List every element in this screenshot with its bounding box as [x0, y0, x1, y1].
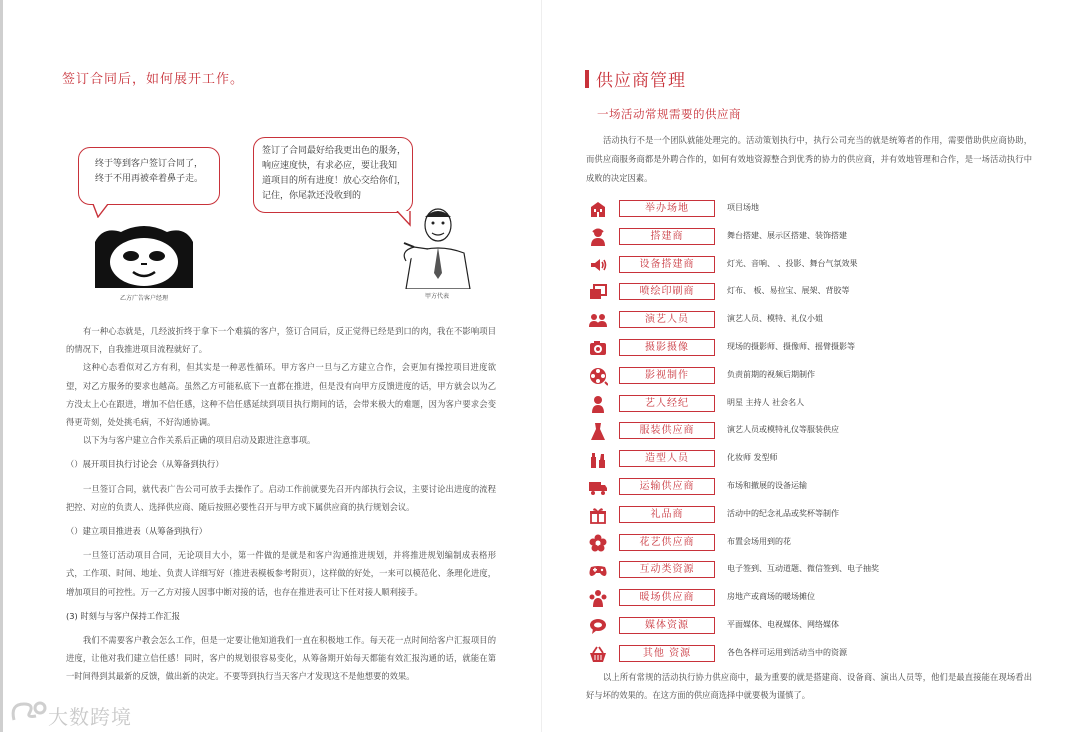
- supplier-label: 摄影摄像: [619, 339, 715, 356]
- pointing-man-sketch-icon: [398, 203, 476, 289]
- speaker-icon: [588, 255, 608, 275]
- camera-icon: [588, 338, 608, 358]
- print-icon: [588, 282, 608, 302]
- supplier-label: 花艺供应商: [619, 534, 715, 551]
- panda-caption: 乙方广告客户经理: [120, 295, 169, 302]
- supplier-row: [588, 366, 1028, 386]
- truck-icon: [588, 477, 608, 497]
- right-outro: [586, 668, 1032, 704]
- section-body: 一旦签订活动项目合同，无论项目大小，第一件做的是就是和客户沟通推进规划，并将推进规划编制成表格形式，工作项、时间、地址、负责人详细写好（推进表模板参考附页），这样做的好处，一来可以模范化、条理化进度，增加项目的可控性。万一乙方对接人因事中断对接的话，也存在推进表可让下任对接人顺利接手。: [66, 550, 496, 597]
- bubble-line: 终于不用再被牵着鼻子走。: [94, 174, 203, 184]
- supplier-row: [588, 616, 1028, 636]
- right-intro: [586, 131, 1032, 188]
- right-page-subtitle: 一场活动常规需要的供应商: [597, 107, 741, 121]
- supplier-row: [588, 505, 1028, 525]
- supplier-label: 礼品商: [619, 506, 715, 523]
- supplier-label: 艺人经纪: [619, 395, 715, 412]
- left-page-title: 签订合同后，如何展开工作。: [62, 72, 245, 87]
- section-body: 我们不需要客户教会怎么工作，但是一定要让他知道我们一直在积极地工作。每天花一点时间给客户汇报项目的进度，让他对我们建立信任感！同时，客户的规划很容易变化，从筹备期开始每天都能有效汇报沟通的话，就能在第一时间得到其最新的反馈，做出新的决定。不要等到执行当天客户才发现这不是他想要的效果。: [66, 635, 496, 682]
- supplier-desc: 项目场地: [727, 203, 759, 212]
- watermark-text: 大数跨境: [48, 705, 132, 729]
- supplier-desc: 布场和撤展的设备运输: [727, 481, 807, 490]
- left-body: [66, 322, 496, 686]
- supplier-label: 媒体资源: [619, 617, 715, 634]
- basket-icon: [588, 644, 608, 664]
- supplier-row: [588, 394, 1028, 414]
- speech-bubble-agency: [78, 147, 220, 205]
- section-heading: （）展开项目执行讨论会（从筹备到执行）: [66, 459, 224, 470]
- supplier-label: 演艺人员: [619, 311, 715, 328]
- bubble-line: 终于等到客户签订合同了，: [94, 159, 203, 169]
- supplier-row: [588, 533, 1028, 553]
- supplier-label: 影视制作: [619, 367, 715, 384]
- supplier-desc: 灯布、 板、易拉宝、展架、背胶等: [727, 286, 850, 296]
- supplier-desc: 现场的摄影师、摄像师、摇臂摄影等: [727, 342, 855, 351]
- supplier-label: 暖场供应商: [619, 589, 715, 606]
- dress-icon: [588, 421, 608, 441]
- supplier-row: [588, 560, 1028, 580]
- supplier-label: 喷绘印刷商: [619, 283, 715, 300]
- bubble-line: 响应速度快，有求必应，要让我知: [262, 161, 398, 171]
- supplier-row: [588, 255, 1028, 275]
- person-icon: [588, 394, 608, 414]
- bubble-line: 记住，你尾款还没收到的: [262, 191, 362, 201]
- speech-bubble-client: [253, 137, 413, 213]
- supplier-label: 设备搭建商: [619, 256, 715, 273]
- supplier-desc: 灯光、音响、 、投影、舞台气氛效果: [727, 258, 858, 268]
- flower-icon: [588, 533, 608, 553]
- paragraph: 以下为与客户建立合作关系后正确的项目启动及跟进注意事项。: [83, 435, 316, 446]
- supplier-desc: 明星 主持人 社会名人: [727, 397, 805, 407]
- man-caption: 甲方代表: [425, 293, 450, 300]
- section-body: 一旦签订合同，就代表广告公司可放手去操作了。启动工作前就要先召开内部执行会议，主要讨论出进度的流程把控、对应的负责人、选择供应商、随后按照必要性召开与甲方或下属供应商的执行规划会议。: [66, 483, 496, 512]
- supplier-row: [588, 338, 1028, 358]
- supplier-label: 搭建商: [619, 228, 715, 245]
- right-page-title: 供应商管理: [596, 71, 686, 91]
- supplier-row: [588, 199, 1028, 219]
- supplier-label: 运输供应商: [619, 478, 715, 495]
- supplier-label: 造型人员: [619, 450, 715, 467]
- watermark-logo-icon: [8, 698, 48, 726]
- supplier-desc: 活动中的纪念礼品或奖杯等制作: [727, 508, 839, 518]
- supplier-desc: 舞台搭建、展示区搭建、装饰搭建: [727, 230, 847, 240]
- supplier-row: [588, 227, 1028, 247]
- supplier-desc: 演艺人员、模特、礼仪小姐: [727, 314, 823, 324]
- supplier-row: [588, 282, 1028, 302]
- paragraph: 这种心态看似对乙方有利，但其实是一种恶性循环。甲方客户一旦与乙方建立合作，会更加有操控项目进度欲望，对乙方服务的要求也越高。虽然乙方可能私底下一直都在推进，但是没有向甲方反馈进度的话，甲方就会以为乙方没太上心在跟进，增加不信任感，这种不信任感延续到项目执行期间的话，会带来极大的难题，因为客户要求会变得更苛刻，处处挑毛病，不好沟通协调。: [66, 362, 496, 428]
- bubble-line: 签订了合同最好给我更出色的服务，: [262, 146, 407, 156]
- supplier-label: 举办场地: [619, 200, 715, 217]
- supplier-row: [588, 421, 1028, 441]
- gift-icon: [588, 505, 608, 525]
- page-fold: [541, 0, 542, 732]
- people-icon: [588, 310, 608, 330]
- section-heading: (3) 时刻与与客户保持工作汇报: [66, 610, 180, 621]
- supplier-desc: 平面媒体、电视媒体、网络媒体: [727, 620, 839, 629]
- panda-meme-icon: [95, 222, 193, 288]
- supplier-desc: 房地产或商场的暖场摊位: [727, 592, 815, 602]
- supplier-row: [588, 310, 1028, 330]
- paragraph: 以上所有常规的活动执行协力供应商中，最为重要的就是搭建商、设备商、演出人员等，他们是最直接能在现场看出好与坏的效果的。在这方面的供应商选择中就要极为谨慎了。: [586, 672, 1032, 700]
- supplier-desc: 各色各样可运用到活动当中的资源: [727, 647, 847, 657]
- bubble-line: 道项目的所有进度！放心交给你们，: [262, 176, 407, 186]
- supplier-label: 其他 资源: [619, 645, 715, 662]
- page-edge: [0, 0, 3, 732]
- gamepad-icon: [588, 560, 608, 580]
- bubble-tail-icon: [92, 204, 110, 218]
- supplier-row: [588, 477, 1028, 497]
- section-heading: （）建立项目推进表（从筹备到执行）: [66, 526, 208, 537]
- group-icon: [588, 588, 608, 608]
- worker-icon: [588, 227, 608, 247]
- supplier-row: [588, 588, 1028, 608]
- chat-bubble-icon: [588, 616, 608, 636]
- cosmetics-icon: [588, 449, 608, 469]
- building-icon: [588, 199, 608, 219]
- supplier-desc: 负责前期的视频后期制作: [727, 369, 815, 379]
- supplier-label: 互动类资源: [619, 561, 715, 578]
- title-accent-bar: [585, 70, 589, 88]
- supplier-row: [588, 449, 1028, 469]
- supplier-desc: 化妆师 发型师: [727, 453, 778, 463]
- supplier-row: [588, 644, 1028, 664]
- paragraph: 有一种心态就是，几经波折终于拿下一个难搞的客户，签订合同后，反正觉得已经是到口的肉，我在不影响项目的情况下，自我推进项目流程就好了。: [66, 326, 496, 355]
- paragraph: 活动执行不是一个团队就能处理完的。活动策划执行中，执行公司充当的就是统筹者的作用，需要借助供应商协助，而供应商服务商都是外聘合作的，如何有效地资源整合到优秀的协力的供应商，并有效地管理和合作，是一场活动执行中成败的决定因素。: [586, 135, 1032, 183]
- supplier-desc: 电子签到、互动道题、微信签到、电子抽奖: [727, 564, 879, 574]
- supplier-desc: 布置会场用到的花: [727, 536, 791, 546]
- supplier-desc: 演艺人员或模特礼仪等服装供应: [727, 425, 839, 435]
- film-reel-icon: [588, 366, 608, 386]
- supplier-label: 服装供应商: [619, 422, 715, 439]
